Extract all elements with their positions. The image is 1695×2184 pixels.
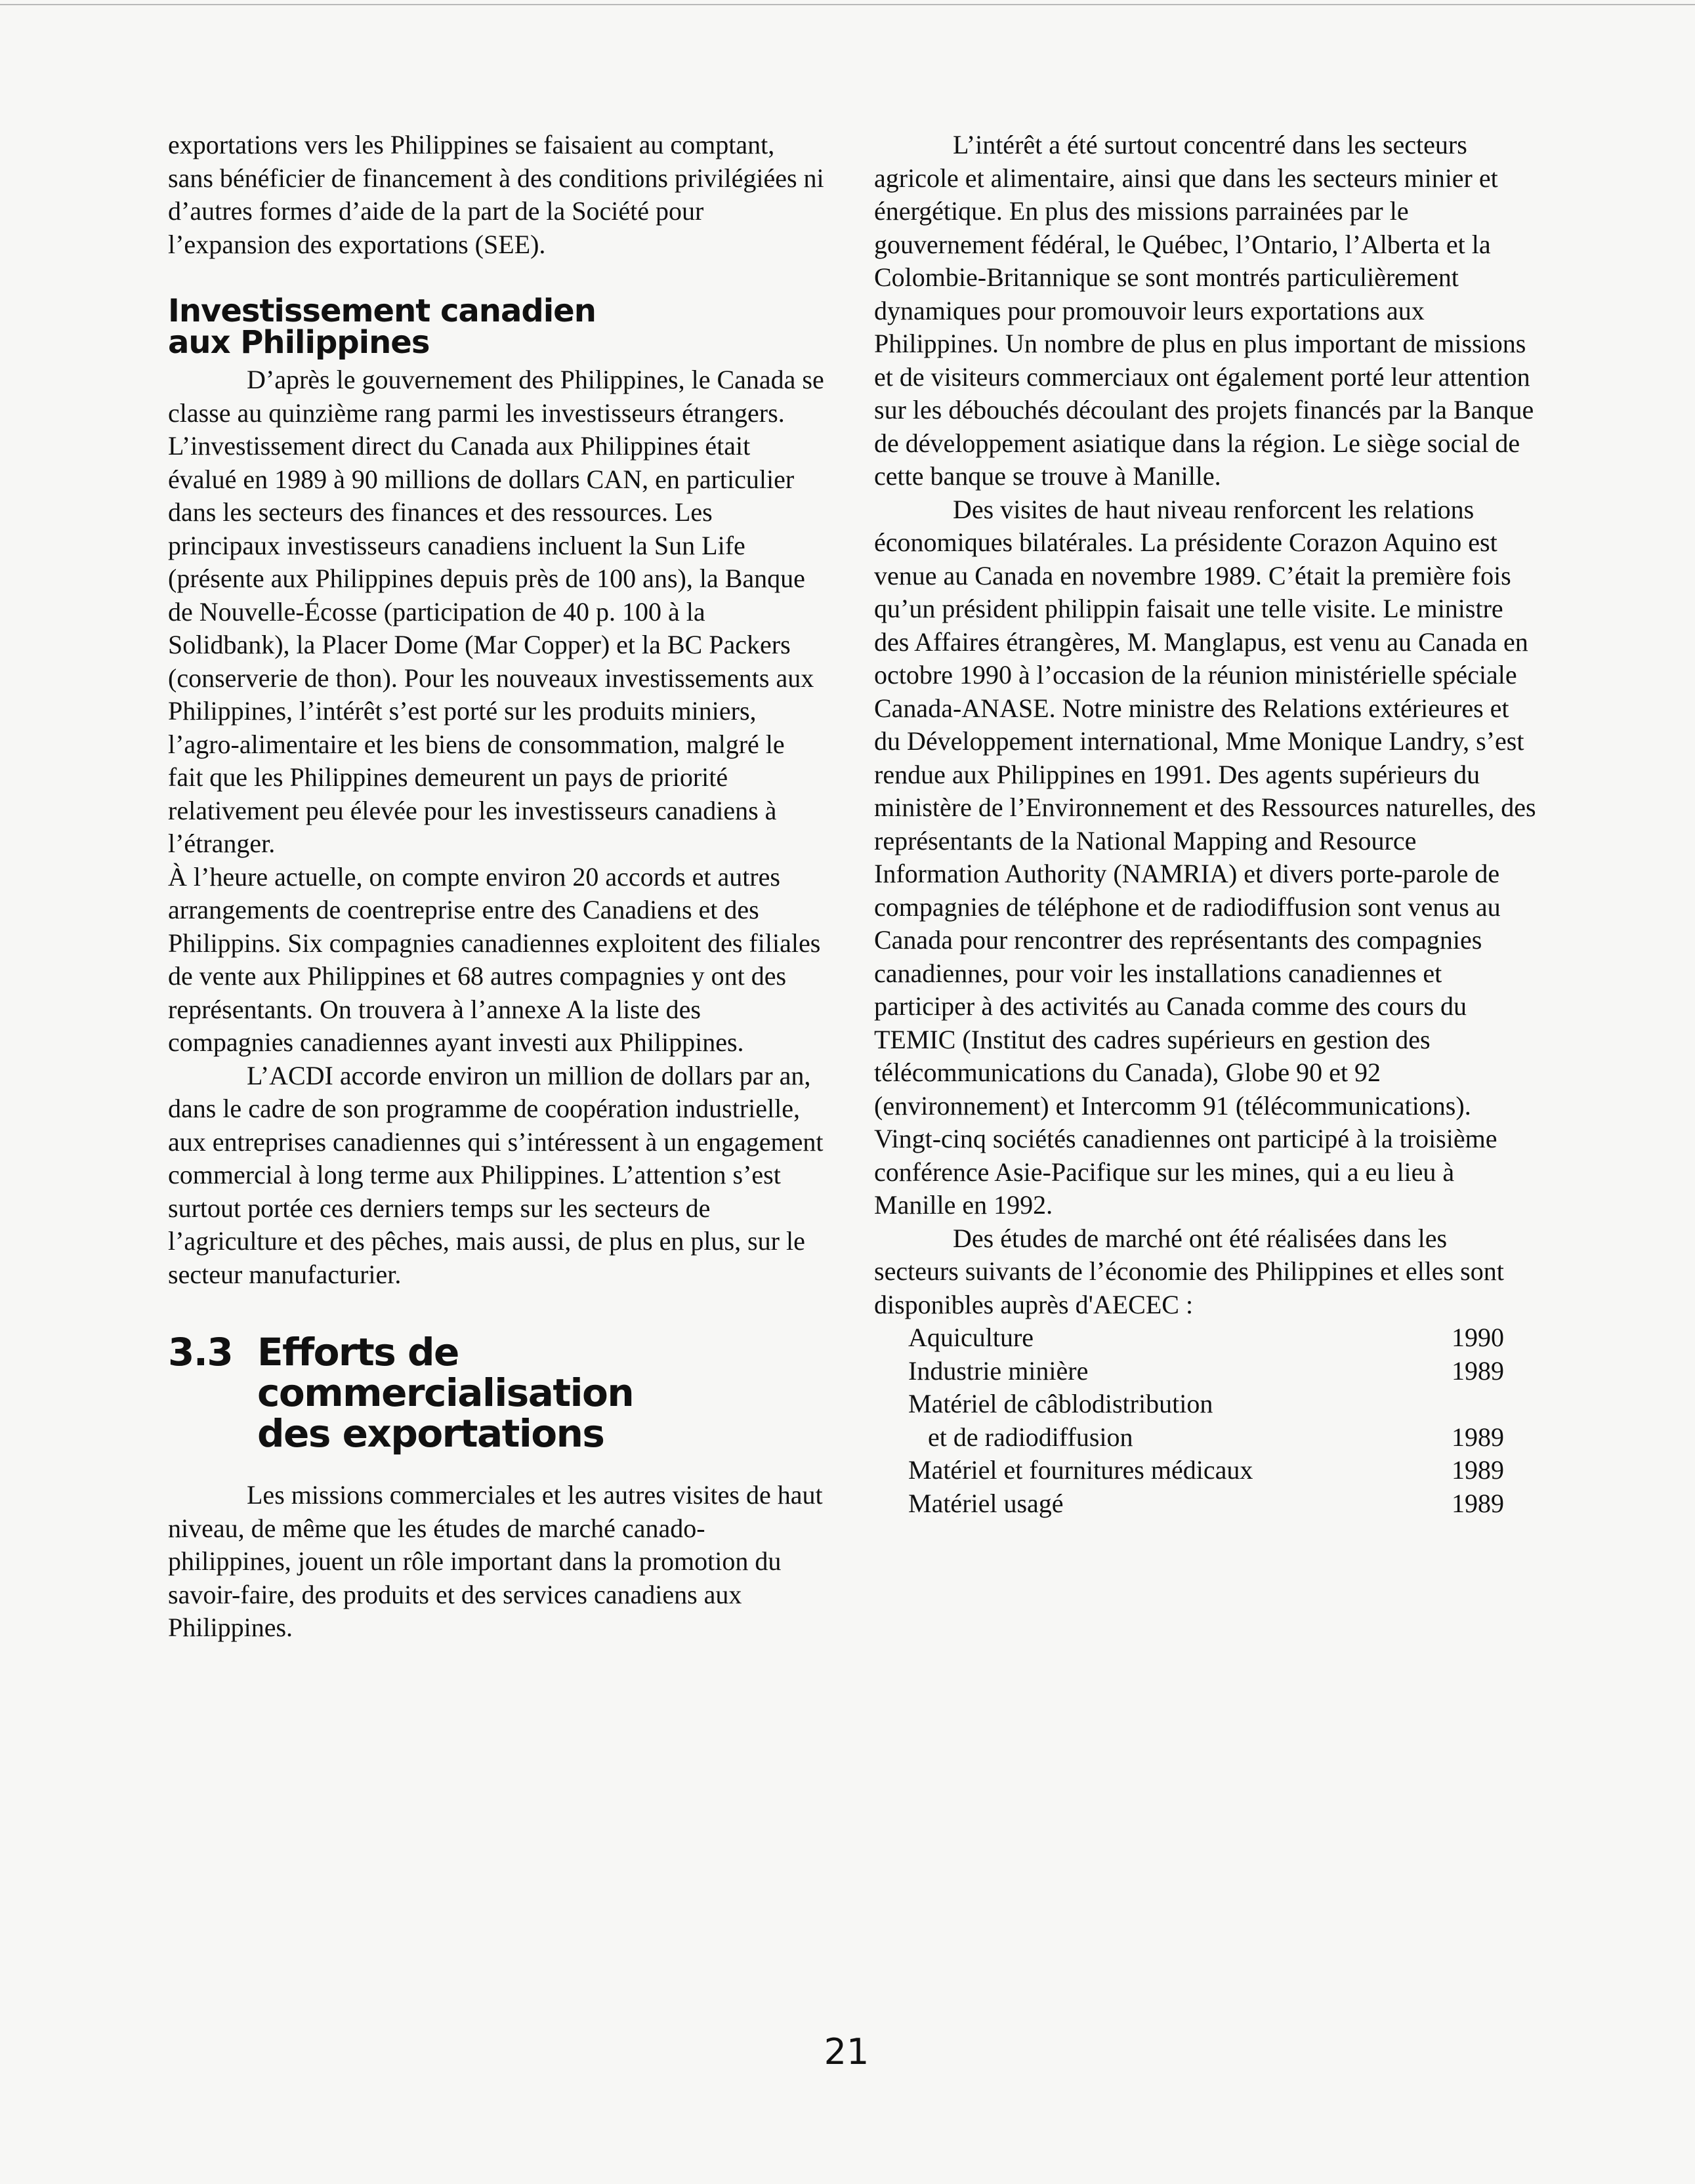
acdi-paragraph: L’ACDI accorde environ un million de dollars par an, dans le cadre de son programme de coopération industrielle, aux entreprises canadiennes qui s’intéressent à un engagement commercial à long terme aux Philippines. L’attention s’est surtout portée ces derniers temps sur les secteurs de l’agriculture et des pêches, mais aussi, de plus en plus, sur le secteur manufacturier. (168, 1060, 824, 1289)
interest-paragraph: L’intérêt a été surtout concentré dans les secteurs agricole et alimentaire, ainsi que dans les secteurs minier et énergétique. En plus des missions parrainées par le gouvernement fédéral, le Québec, l’Ontario, l’Alberta et la Colombie-Britannique se sont montrés particulièrement dynamiques pour promouvoir leurs exportations aux Philippines. Un nombre de plus en plus important de missions et de visiteurs commerciaux ont également porté leur attention sur les débouchés découlant des projets financés par la Banque de développement asiatique dans la région. Le siège social de cette banque se trouve à Manille. (874, 130, 1534, 491)
investment-paragraph: D’après le gouvernement des Philippines, le Canada se classe au quinzième rang parmi les investisseurs étrangers. L’investissement direct du Canada aux Philippines était évalué en 1989 à 90 millions de dollars CAN, en particulier dans les secteurs des finances et des ressources. Les principaux investisseurs canadiens incluent la Sun Life (présente aux Philippines depuis près de 100 ans), la Banque de Nouvelle-Écosse (participation de 40 p. 100 à la Solidbank), la Placer Dome (Mar Copper) et la BC Packers (conserverie de thon). Pour les nouveaux investissements aux Philippines, l’intérêt s’est porté sur les produits miniers, l’agro-alimentaire et les biens de consommation, malgré le fait que les Philippines demeurent un pays de priorité relativement peu élevée pour les investisseurs canadiens à l’étranger. (168, 365, 824, 858)
right-column (874, 129, 1537, 1520)
studies-paragraph: Des études de marché ont été réalisées dans les secteurs suivants de l’économie des Philippines et elles sont disponibles auprès d'AECEC : (874, 1223, 1504, 1319)
list-item: Matériel et fournitures médicaux 1989 (908, 1455, 1504, 1485)
list-item: Aquiculture 1990 (908, 1323, 1504, 1352)
section-heading (168, 1332, 824, 1454)
left-column (168, 129, 824, 1645)
page-number: 21 (824, 2031, 869, 2072)
investment-heading: Investissement canadien aux Philippines (168, 293, 596, 361)
joint-ventures-paragraph: À l’heure actuelle, on compte environ 20 accords et autres arrangements de coentreprise entre des Canadiens et des Philippins. Six compagnies canadiennes exploitent des filiales de vente aux Philippines et 68 autres compagnies y ont des représentants. On trouvera à l’annexe A la liste des compagnies canadiennes ayant investi aux Philippines. (168, 861, 821, 1057)
intro-paragraph: exportations vers les Philippines se faisaient au comptant, sans bénéficier de financement à des conditions privilégiées ni d’autres formes d’aide de la part de la Société pour l’expansion des exportations (SEE). (168, 130, 824, 259)
visits-paragraph: Des visites de haut niveau renforcent les relations économiques bilatérales. La présidente Corazon Aquino est venue au Canada en novembre 1989. C’était la première fois qu’un président philippin faisait une telle visite. Le ministre des Affaires étrangères, M. Manglapus, est venu au Canada en octobre 1990 à l’occasion de la réunion ministérielle spéciale Canada-ANASE. Notre ministre des Relations extérieures et du Développement international, Mme Monique Landry, s’est rendue aux Philippines en 1991. Des agents supérieurs du ministère de l’Environnement et des Ressources naturelles, des représentants de la National Mapping and Resource Information Authority (NAMRIA) et divers porte-parole de compagnies de téléphone et de radiodiffusion sont venus au Canada pour rencontrer des représentants des compagnies canadiennes, pour voir les installations canadiennes et participer à des activités au Canada comme des cours du TEMIC (Institut des cadres supérieurs en gestion des télécommunications du Canada), Globe 90 et 92 (environnement) et Intercomm 91 (télécommunications). Vingt-cinq sociétés canadiennes ont participé à la troisième conférence Asie-Pacifique sur les mines, qui a eu lieu à Manille en 1992. (874, 494, 1536, 1220)
section-number: 3.3 (168, 1330, 233, 1374)
scan-edge-line (0, 4, 1695, 5)
market-studies-list (874, 1321, 1537, 1520)
missions-paragraph: Les missions commerciales et les autres visites de haut niveau, de même que les études de marché canado-philippines, jouent un rôle important dans la promotion du savoir-faire, des produits et des services canadiens aux Philippines. (168, 1480, 823, 1642)
list-item: Industrie minière 1989 (908, 1355, 1504, 1386)
list-item: Matériel de câblodistribution et de radiodiffusion 1989 (908, 1389, 1504, 1452)
list-item: Matériel usagé 1989 (908, 1488, 1504, 1518)
section-title: Efforts de commercialisation des exportations (257, 1330, 634, 1456)
